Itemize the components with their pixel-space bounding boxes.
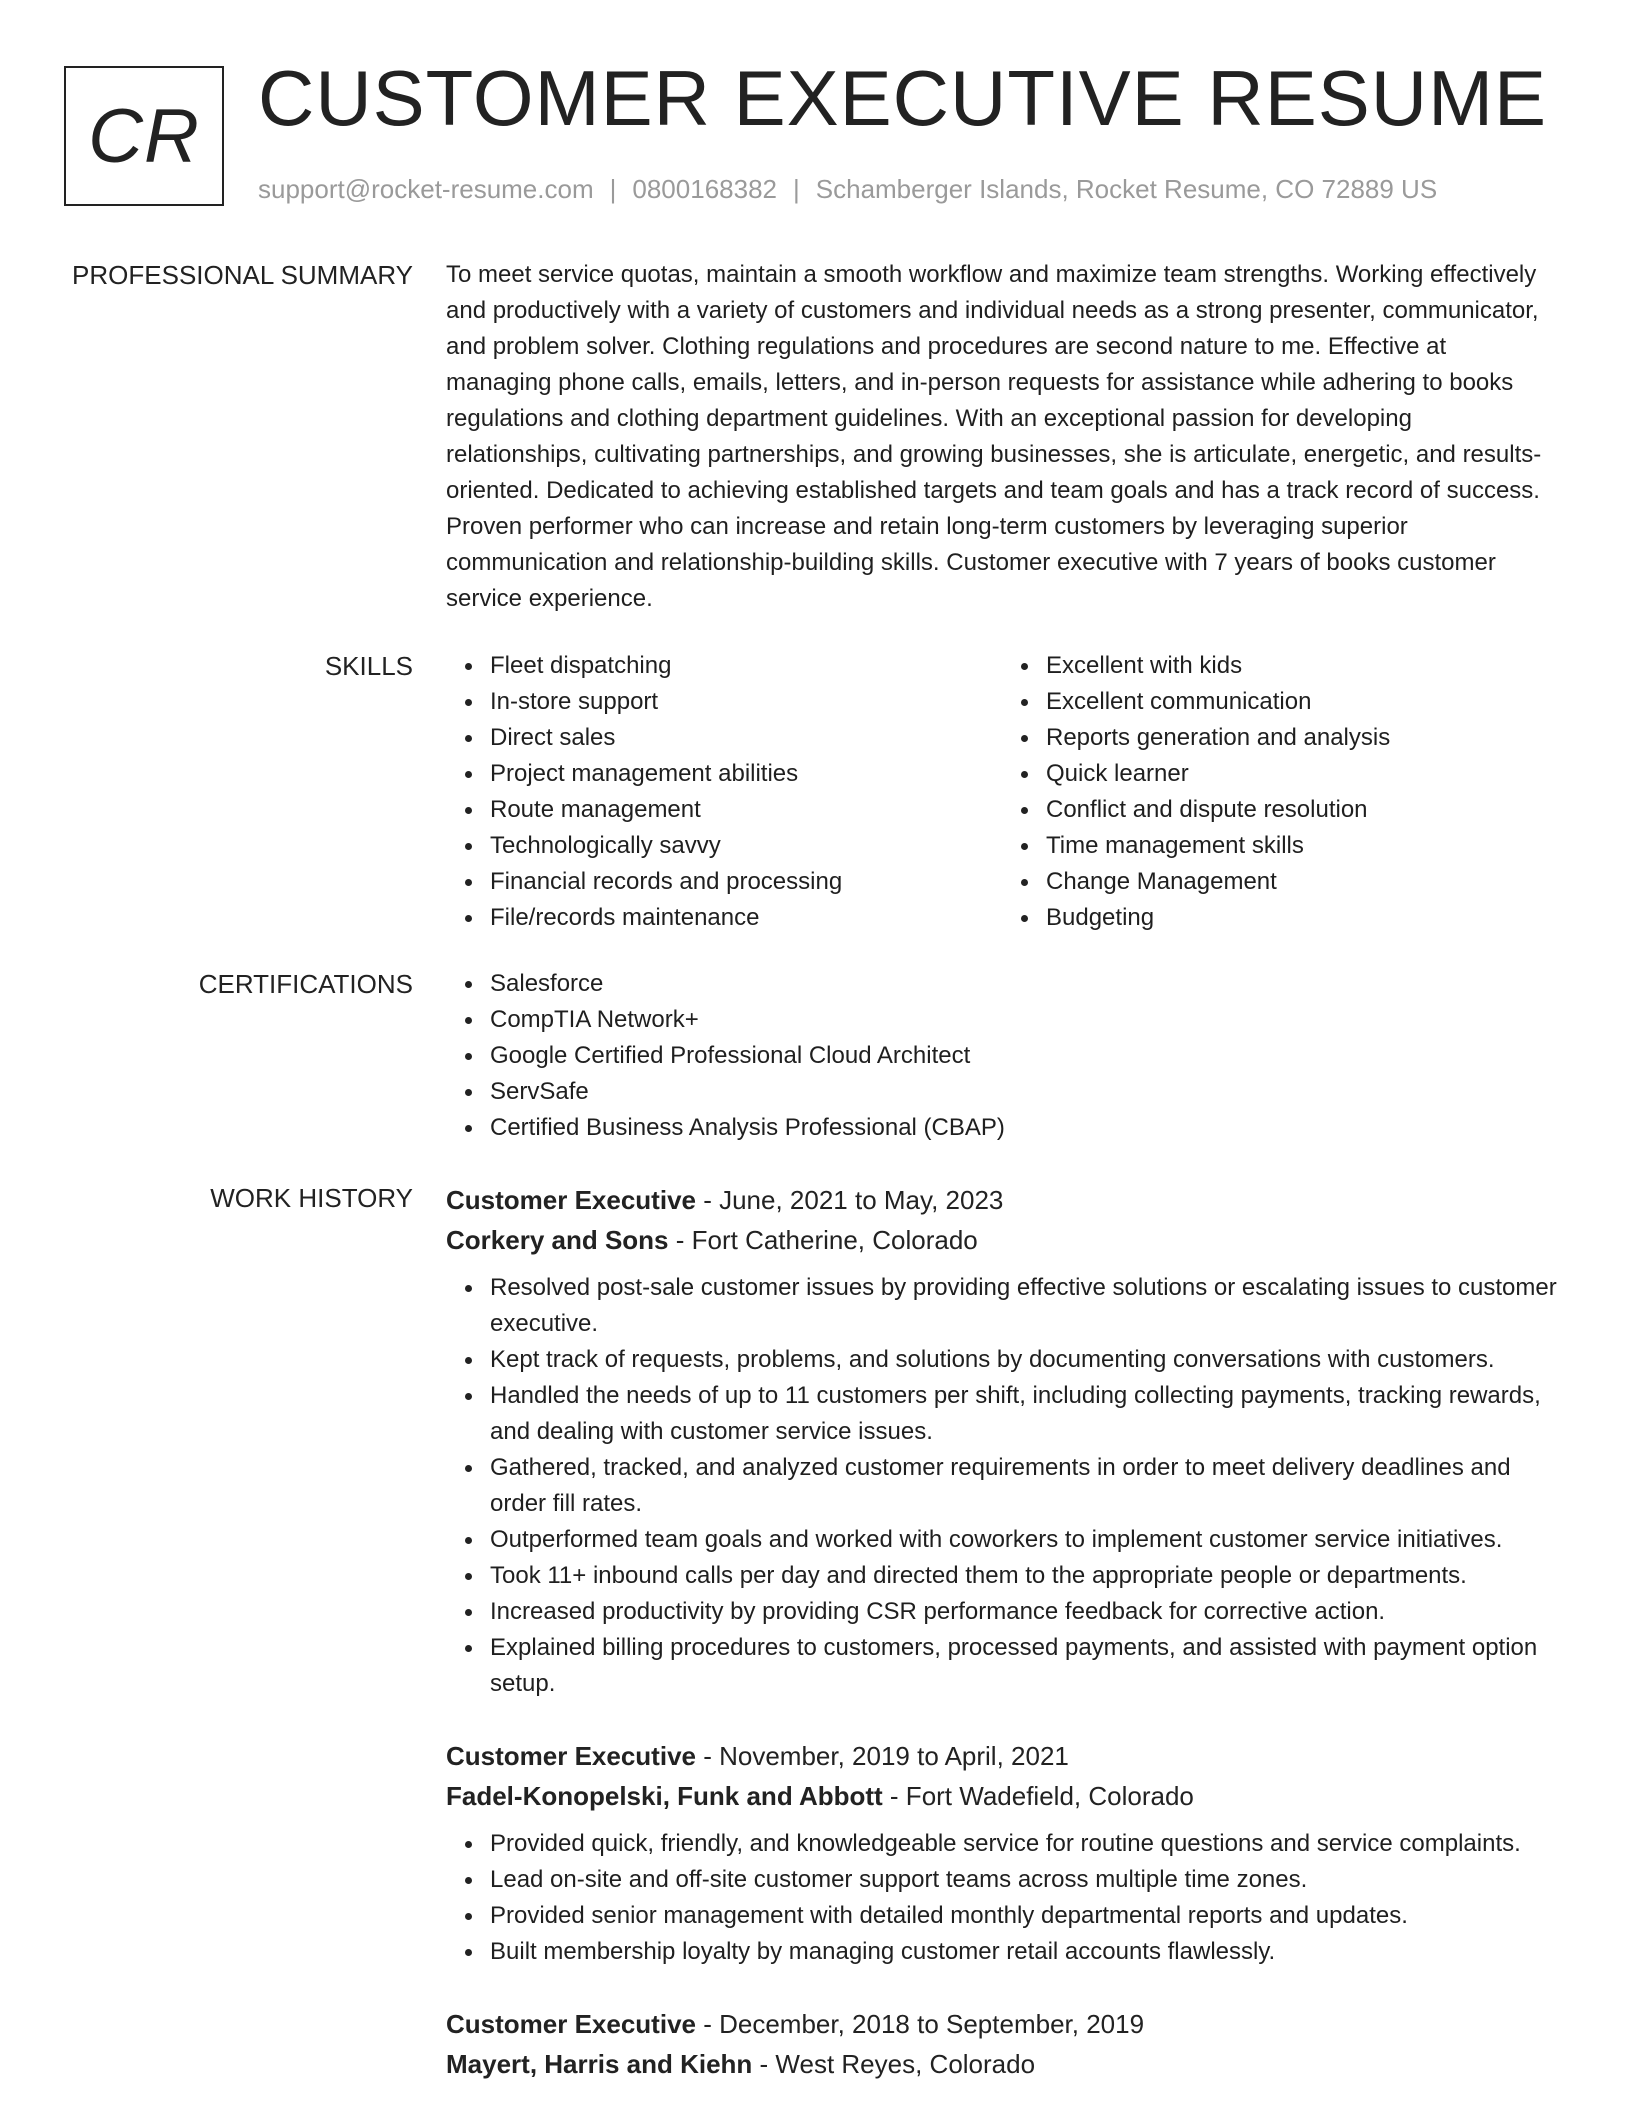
job-location: - West Reyes, Colorado	[752, 2049, 1036, 2079]
skills-list-left	[446, 648, 1002, 936]
skill-item: Reports generation and analysis	[1046, 720, 1558, 756]
contact-separator: |	[793, 174, 800, 204]
certification-item: Certified Business Analysis Professional (CBAP)	[490, 1110, 1558, 1146]
skill-item: Excellent communication	[1046, 684, 1558, 720]
skills-body	[446, 648, 1558, 936]
contact-email: support@rocket-resume.com	[258, 174, 594, 204]
job-title-line	[446, 2004, 1558, 2044]
job-dates: - June, 2021 to May, 2023	[695, 1185, 1004, 1215]
job-duties-list	[446, 1270, 1558, 1702]
job-duty-item: Provided quick, friendly, and knowledgeable service for routine questions and service complaints.	[490, 1826, 1558, 1862]
job-duty-item: Lead on-site and off-site customer support teams across multiple time zones.	[490, 1862, 1558, 1898]
section-label-certifications: CERTIFICATIONS	[198, 969, 413, 999]
skill-item: Route management	[490, 792, 1002, 828]
job-duty-item: Handled the needs of up to 11 customers per shift, including collecting payments, tracking rewards, and dealing with customer service issues.	[490, 1378, 1558, 1450]
contact-separator: |	[609, 174, 617, 204]
certification-item: ServSafe	[490, 1074, 1558, 1110]
skill-item: Fleet dispatching	[490, 648, 1002, 684]
job-company-line	[446, 1220, 1558, 1260]
contact-address: Schamberger Islands, Rocket Resume, CO 72889 US	[815, 174, 1438, 204]
skill-item: File/records maintenance	[490, 900, 1002, 936]
certification-item: CompTIA Network+	[490, 1002, 1558, 1038]
skill-item: Quick learner	[1046, 756, 1558, 792]
certification-item: Salesforce	[490, 966, 1558, 1002]
job-location: - Fort Wadefield, Colorado	[882, 1781, 1194, 1811]
section-label-summary: PROFESSIONAL SUMMARY	[72, 260, 413, 290]
job-duty-item: Kept track of requests, problems, and solutions by documenting conversations with customers.	[490, 1342, 1558, 1378]
skill-item: Project management abilities	[490, 756, 1002, 792]
job-title-line	[446, 1736, 1558, 1776]
job-duty-item: Took 11+ inbound calls per day and directed them to the appropriate people or departments.	[490, 1558, 1558, 1594]
job-duty-item: Outperformed team goals and worked with coworkers to implement customer service initiatives.	[490, 1522, 1558, 1558]
skill-item: Conflict and dispute resolution	[1046, 792, 1558, 828]
job-title: Customer Executive	[446, 2009, 696, 2039]
contact-phone: 0800168382	[632, 174, 777, 204]
section-label-skills: SKILLS	[324, 651, 413, 681]
skill-item: Direct sales	[490, 720, 1002, 756]
job-title-line	[446, 1180, 1558, 1220]
certifications-body	[446, 966, 1558, 1146]
skill-item: Change Management	[1046, 864, 1558, 900]
job-company-line	[446, 1776, 1558, 1816]
job-dates: - December, 2018 to September, 2019	[695, 2009, 1145, 2039]
job-duty-item: Built membership loyalty by managing customer retail accounts flawlessly.	[490, 1934, 1558, 1970]
job-company: Corkery and Sons	[446, 1225, 669, 1255]
job-duty-item: Increased productivity by providing CSR performance feedback for corrective action.	[490, 1594, 1558, 1630]
monogram-logo	[64, 66, 224, 206]
job-duty-item: Resolved post-sale customer issues by providing effective solutions or escalating issues to customer executive.	[490, 1270, 1558, 1342]
page-title: CUSTOMER EXECUTIVE RESUME	[258, 54, 1548, 142]
job-location: - Fort Catherine, Colorado	[668, 1225, 978, 1255]
job-dates: - November, 2019 to April, 2021	[695, 1741, 1069, 1771]
job-title: Customer Executive	[446, 1741, 696, 1771]
work-history-body	[446, 1180, 1558, 2084]
monogram-initials: CR	[88, 93, 200, 179]
job-title: Customer Executive	[446, 1185, 696, 1215]
skill-item: Budgeting	[1046, 900, 1558, 936]
summary-body	[446, 257, 1558, 617]
contact-line	[258, 174, 1437, 205]
job-duty-item: Gathered, tracked, and analyzed customer requirements in order to meet delivery deadlines and order fill rates.	[490, 1450, 1558, 1522]
job-company: Fadel-Konopelski, Funk and Abbott	[446, 1781, 883, 1811]
skills-list-right	[1002, 648, 1558, 936]
certifications-list	[446, 966, 1558, 1146]
job-entry	[446, 2004, 1558, 2084]
job-company-line	[446, 2044, 1558, 2084]
skill-item: Technologically savvy	[490, 828, 1002, 864]
job-entry	[446, 1180, 1558, 1702]
skill-item: In-store support	[490, 684, 1002, 720]
job-duty-item: Explained billing procedures to customers, processed payments, and assisted with payment option setup.	[490, 1630, 1558, 1702]
job-duties-list	[446, 1826, 1558, 1970]
skill-item: Excellent with kids	[1046, 648, 1558, 684]
skill-item: Financial records and processing	[490, 864, 1002, 900]
job-company: Mayert, Harris and Kiehn	[446, 2049, 753, 2079]
job-duty-item: Provided senior management with detailed monthly departmental reports and updates.	[490, 1898, 1558, 1934]
certification-item: Google Certified Professional Cloud Architect	[490, 1038, 1558, 1074]
skill-item: Time management skills	[1046, 828, 1558, 864]
summary-text: To meet service quotas, maintain a smooth workflow and maximize team strengths. Working effectively and productively with a variety of customers and individual needs as a strong presenter, communicator, and problem solver. Clothing regulations and procedures are second nature to me. Effective at managing phone calls, emails, letters, and in-person requests for assistance while adhering to books regulations and clothing department guidelines. With an exceptional passion for developing relationships, cultivating partnerships, and growing businesses, she is articulate, energetic, and results-oriented. Dedicated to achieving established targets and team goals and has a track record of success. Proven performer who can increase and retain long-term customers by leveraging superior communication and relationship-building skills. Customer executive with 7 years of books customer service experience.	[446, 261, 1542, 612]
section-label-work-history: WORK HISTORY	[210, 1183, 413, 1213]
job-entry	[446, 1736, 1558, 1970]
